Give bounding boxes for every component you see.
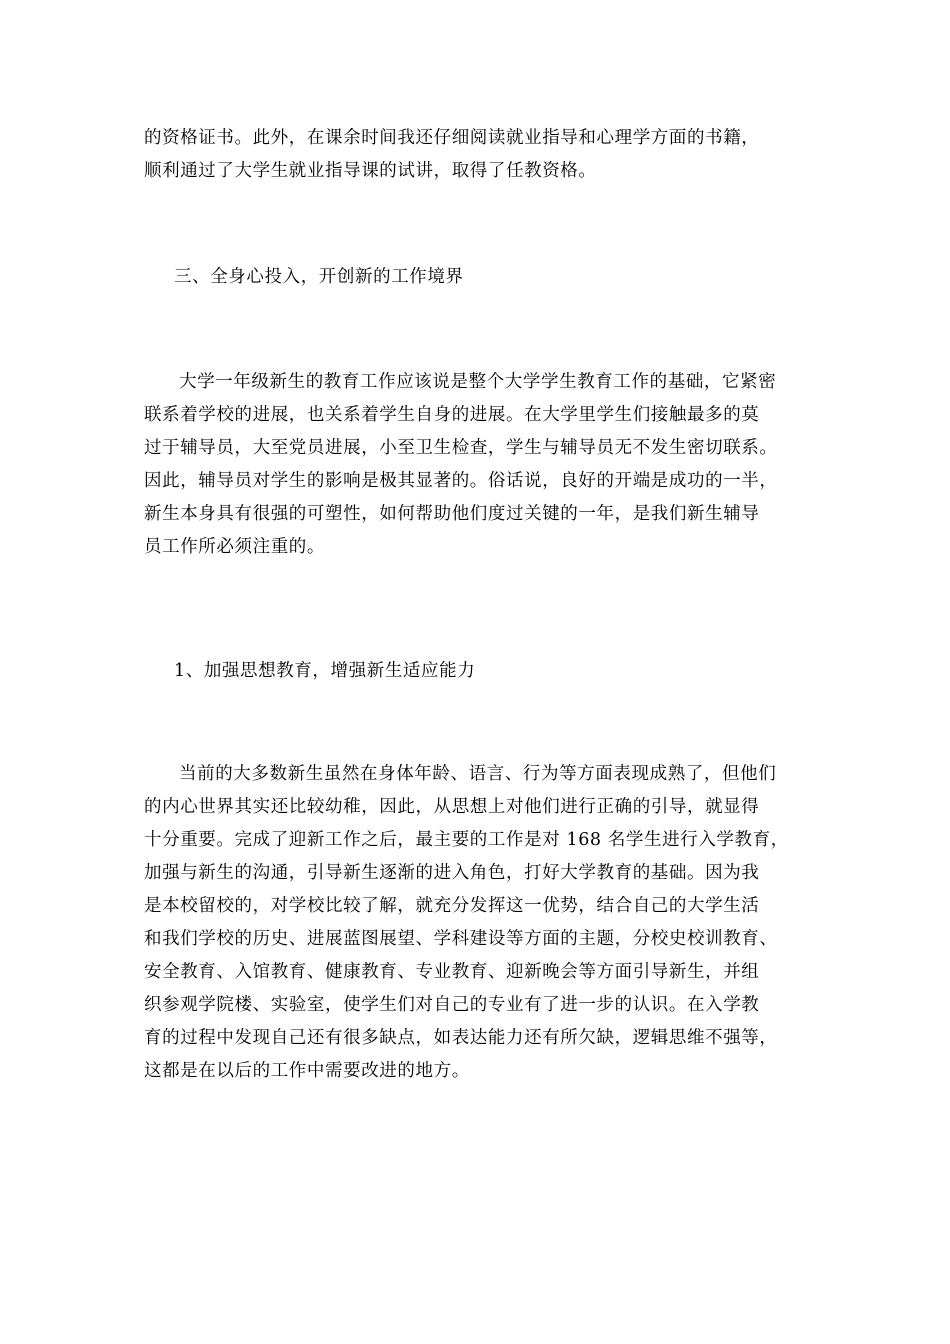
paragraph-line: 新生本身具有很强的可塑性，如何帮助他们度过关键的一年，是我们新生辅导 <box>144 504 760 524</box>
paragraph-line: 安全教育、入馆教育、健康教育、专业教育、迎新晚会等方面引导新生，并组 <box>144 962 760 982</box>
intro-paragraph <box>144 122 808 188</box>
subsection-heading: 1、加强思想教育，增强新生适应能力 <box>174 661 476 681</box>
paragraph-line: 是本校留校的，对学校比较了解，就充分发挥这一优势，结合自己的大学生活 <box>144 896 760 916</box>
paragraph-line: 的内心世界其实还比较幼稚，因此，从思想上对他们进行正确的引导，就显得 <box>144 797 760 817</box>
paragraph-line: 的资格证书。此外，在课余时间我还仔细阅读就业指导和心理学方面的书籍， <box>144 128 760 148</box>
paragraph-line: 加强与新生的沟通，引导新生逐渐的进入角色，打好大学教育的基础。因为我 <box>144 863 760 883</box>
paragraph-line: 联系着学校的进展，也关系着学生自身的进展。在大学里学生们接触最多的莫 <box>144 405 760 425</box>
paragraph-line: 十分重要。完成了迎新工作之后，最主要的工作是对 168 名学生进行入学教育， <box>144 830 789 850</box>
subsection-paragraph <box>144 758 808 1088</box>
paragraph-line: 育的过程中发现自己还有很多缺点，如表达能力还有所欠缺，逻辑思维不强等， <box>144 1028 778 1048</box>
paragraph-line: 员工作所必须注重的。 <box>144 537 325 557</box>
paragraph-line: 过于辅导员，大至党员进展，小至卫生检查，学生与辅导员无不发生密切联系。 <box>144 438 778 458</box>
section-paragraph <box>144 366 808 564</box>
section-heading: 三、全身心投入，开创新的工作境界 <box>174 267 464 287</box>
paragraph-line: 这都是在以后的工作中需要改进的地方。 <box>144 1061 470 1081</box>
paragraph-line: 织参观学院楼、实验室，使学生们对自己的专业有了进一步的认识。在入学教 <box>144 995 760 1015</box>
paragraph-line: 大学一年级新生的教育工作应该说是整个大学学生教育工作的基础，它紧密 <box>179 372 777 392</box>
paragraph-line: 因此，辅导员对学生的影响是极其显著的。俗话说，良好的开端是成功的一半， <box>144 471 778 491</box>
paragraph-line: 当前的大多数新生虽然在身体年龄、语言、行为等方面表现成熟了，但他们 <box>179 764 777 784</box>
paragraph-line: 和我们学校的历史、进展蓝图展望、学科建设等方面的主题，分校史校训教育、 <box>144 929 778 949</box>
paragraph-line: 顺利通过了大学生就业指导课的试讲，取得了任教资格。 <box>144 161 597 181</box>
